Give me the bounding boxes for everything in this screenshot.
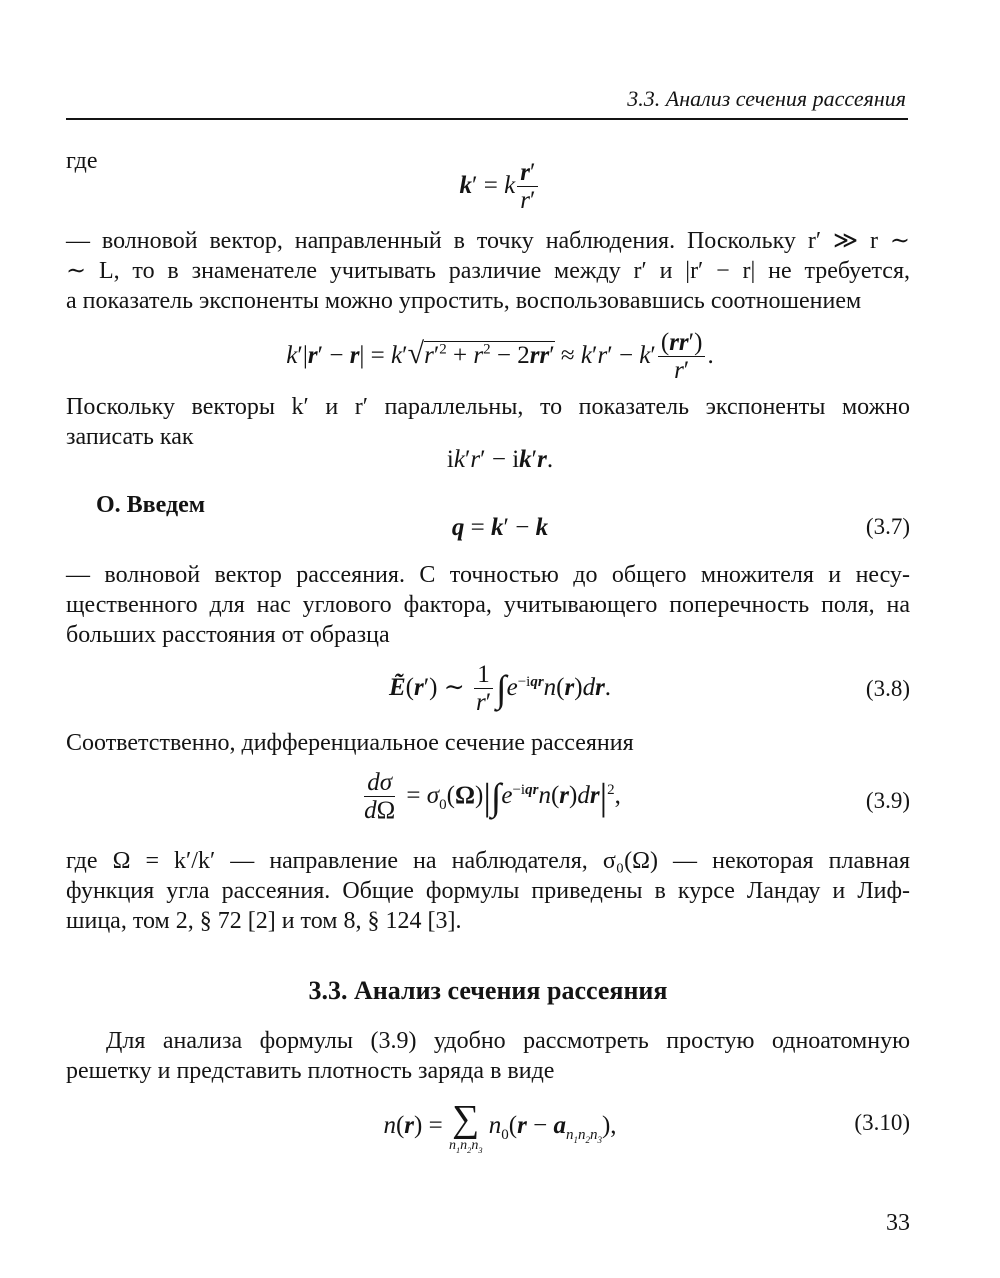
equation-3-9: $\frac{d\sigma}{d\Omega}$ = $\sigma_0(\Omega)|\int e^{-iqr}n(r)dr|^2$, [364, 769, 621, 825]
text-line: — волновой вектор, направленный в точку наблюдения. Поскольку r′ ≫ r ∼ [66, 228, 910, 254]
text-line: где [66, 148, 98, 174]
section-heading: 3.3. Анализ сечения рассеяния [308, 976, 668, 1005]
equation-3-8: Ẽ(r′) ∼ $\frac{1}{r'}$ $\int e^{-iqr}n(r)dr$. [388, 661, 612, 717]
text-line: ∼ L, то в знаменателе учитывать различие между r′ и |r′ − r| не требуется, [66, 258, 910, 284]
equation-3-10: n(r) = ∑ $n_1n_2n_3$ $n_0(r - a_{n_1n_2n_3})$, [383, 1098, 617, 1155]
equation-k-prime: k′ = k $\frac{r'}{r'}$ [380, 160, 620, 215]
equation-exponent: ik′r′ − ik′r. [446, 446, 554, 473]
running-head: 3.3. Анализ сечения рассеяния [627, 86, 906, 111]
text-line: щественного для нас углового фактора, учитывающего поперечность поля, на [66, 592, 910, 618]
paragraph-differential [66, 728, 910, 758]
text-line: Для анализа формулы (3.9) удобно рассмотреть простую одноатомную [106, 1028, 910, 1054]
definition-label: O. Введем [96, 492, 206, 518]
text-line: Соответственно, дифференциальное сечение рассеяния [66, 730, 634, 756]
paragraph-lattice [66, 1026, 910, 1086]
page-number: 33 [886, 1210, 910, 1236]
equation-number-3-8: (3.8) [865, 676, 910, 701]
header-rule [66, 118, 908, 120]
equation-number-3-10: (3.10) [854, 1110, 910, 1135]
text-line: решетку и представить плотность заряда в виде [66, 1058, 555, 1084]
text-line: больших расстояния от образца [66, 622, 390, 648]
equation-number-3-7: (3.7) [865, 514, 910, 539]
equation-3-7: q = k′ − k [451, 514, 549, 541]
text-line: функция угла рассеяния. Общие формулы приведены в курсе Ландау и Лиф- [66, 878, 910, 904]
text-line: шица, том 2, § 72 [2] и том 8, § 124 [3]. [66, 908, 462, 934]
equation-expansion: $k'|r' - r| = k'√r'^2 + r^2 - 2rr' \approx k'r' - k'$ $\frac{(rr')}{r'}$ . [286, 329, 714, 385]
text-line: а показатель экспоненты можно упростить, воспользовавшись соотношением [66, 288, 862, 314]
paragraph-direction [66, 846, 910, 936]
paragraph-wave-vector [66, 226, 910, 316]
text-line: — волновой вектор рассеяния. С точностью до общего множителя и несу- [66, 562, 910, 588]
text-line: Поскольку векторы k′ и r′ параллельны, то показатель экспоненты можно [66, 394, 910, 420]
paragraph-parallel-vectors [66, 392, 910, 452]
text-line: где Ω = k′/k′ — направление на наблюдателя, σ₀(Ω) — некоторая плавная [66, 848, 910, 874]
text-line: записать как [66, 424, 194, 450]
equation-number-3-9: (3.9) [865, 788, 910, 813]
paragraph-scattering-vector [66, 560, 910, 650]
